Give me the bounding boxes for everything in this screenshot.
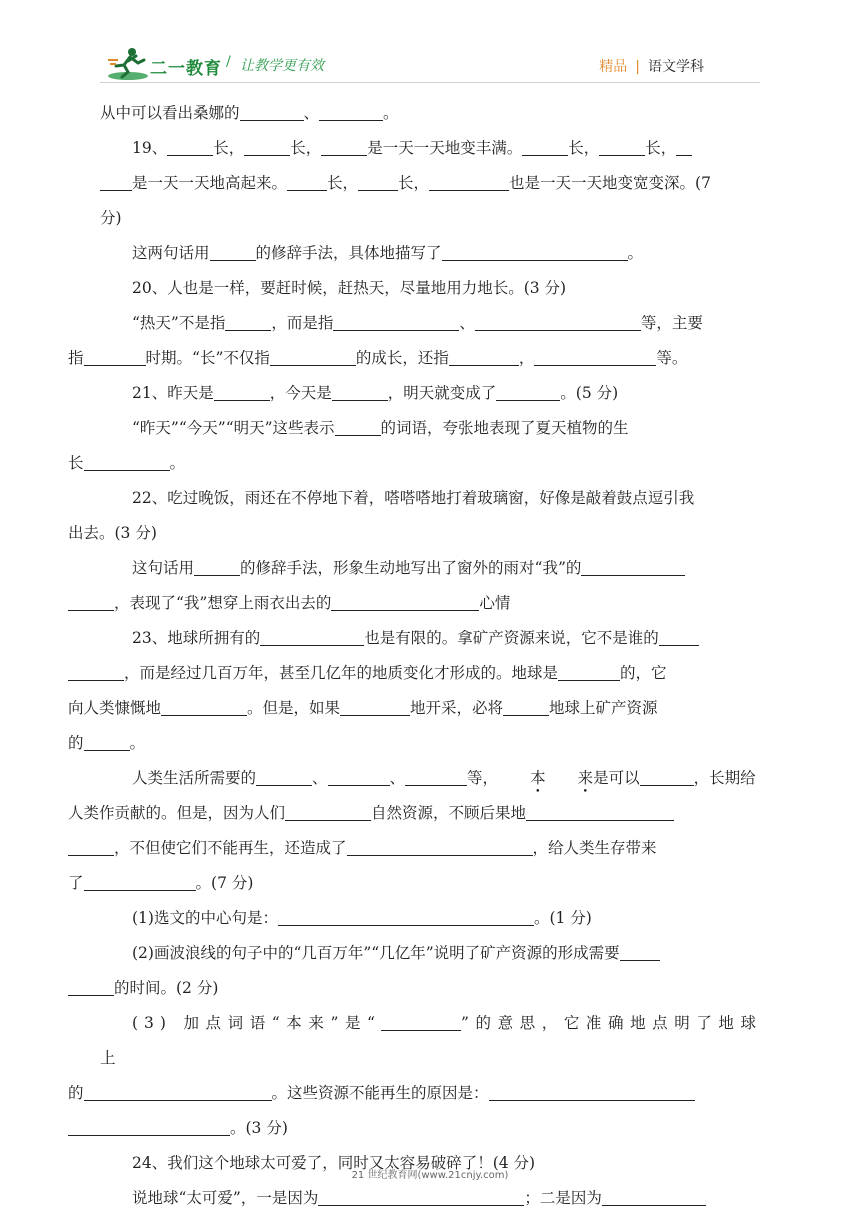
- question-22-sub: 这句话用 的修辞手法，形象生动地写出了窗外的雨对“我”的 ，表现了“我”想穿上雨衣出去的 心情: [100, 551, 762, 621]
- blank: [319, 102, 383, 121]
- question-19-sub: 这两句话用 的修辞手法，具体地描写了 。: [132, 244, 644, 262]
- header-right: [599, 56, 704, 76]
- sub-question-1: (1)选文的中心句是： 。(1 分): [132, 909, 592, 927]
- text-line: 从中可以看出桑娜的 、 。: [100, 104, 399, 122]
- quality-label: 精品: [599, 59, 628, 75]
- document-body: [68, 96, 762, 1216]
- question-23-passage: 人类生活所需要的 、 、 等， 本 来是可以 ，长期给 人类作贡献的。但是，因为人们 自然资源，不顾后果地 ，不但使它们不能再生，还造成了 ，给人类生存带来 了 。(7 分): [100, 761, 762, 901]
- page-header: [0, 0, 860, 90]
- question-22: 22、吃过晚饭，雨还在不停地下着，嗒嗒嗒地打着玻璃窗，好像是敲着鼓点逗引我 出去。(3 分): [68, 489, 695, 542]
- sub-question-2: (2)画波浪线的句子中的“几百万年”“几亿年”说明了矿产资源的形成需要 的时间。(2 分): [100, 936, 762, 1006]
- question-20: 20、人也是一样，要赶时候，赶热天，尽量地用力地长。(3 分): [132, 279, 567, 297]
- page-footer: 21 世纪教育网(www.21cnjy.com): [351, 1170, 509, 1181]
- runner-logo-icon: [106, 46, 152, 82]
- question-24: 24、我们这个地球太可爱了，同时又太容易破碎了！(4 分): [132, 1154, 536, 1172]
- header-slash: /: [226, 54, 231, 70]
- question-23: 23、地球所拥有的 也是有限的。拿矿产资源来说，它不是谁的 ，而是经过几百万年，甚至几亿年的地质变化才形成的。地球是 的，它 向人类慷慨地 。但是，如果 地开采，必将 地球上矿产资源 的 。: [100, 621, 762, 761]
- question-19: 19、 长， 长， 是一天一天地变丰满。 长， 长， 是一天一天地高起来。 长， 长， 也是一天一天地变宽变深。(7 分): [100, 139, 711, 227]
- header-divider: [100, 82, 760, 83]
- header-separator: |: [635, 59, 640, 75]
- question-24-sub: 说地球“太可爱”，一是因为 ；二是因为: [100, 1181, 762, 1216]
- subject-label: 语文学科: [648, 59, 704, 75]
- question-20-sub: “热天”不是指 ，而是指 、 等，主要 指 时期。“长”不仅指 的成长，还指 ， 等。: [68, 314, 703, 367]
- brand-name: 二一教育: [150, 59, 222, 79]
- blank: [240, 102, 304, 121]
- slogan: 让教学更有效: [240, 58, 324, 74]
- dotted-char: 来: [577, 769, 594, 787]
- sub-question-3: (3) 加点词语“本来”是“ ”的意思，它准确地点明了地球上 的 。这些资源不能再生的原因是： 。(3 分): [68, 1014, 762, 1137]
- question-21-sub: “昨天”“今天”“明天”这些表示 的词语，夸张地表现了夏天植物的生 长 。: [68, 419, 629, 472]
- question-21: 21、昨天是 ，今天是 ，明天就变成了 。(5 分): [132, 384, 619, 402]
- dotted-char: 本: [530, 769, 546, 787]
